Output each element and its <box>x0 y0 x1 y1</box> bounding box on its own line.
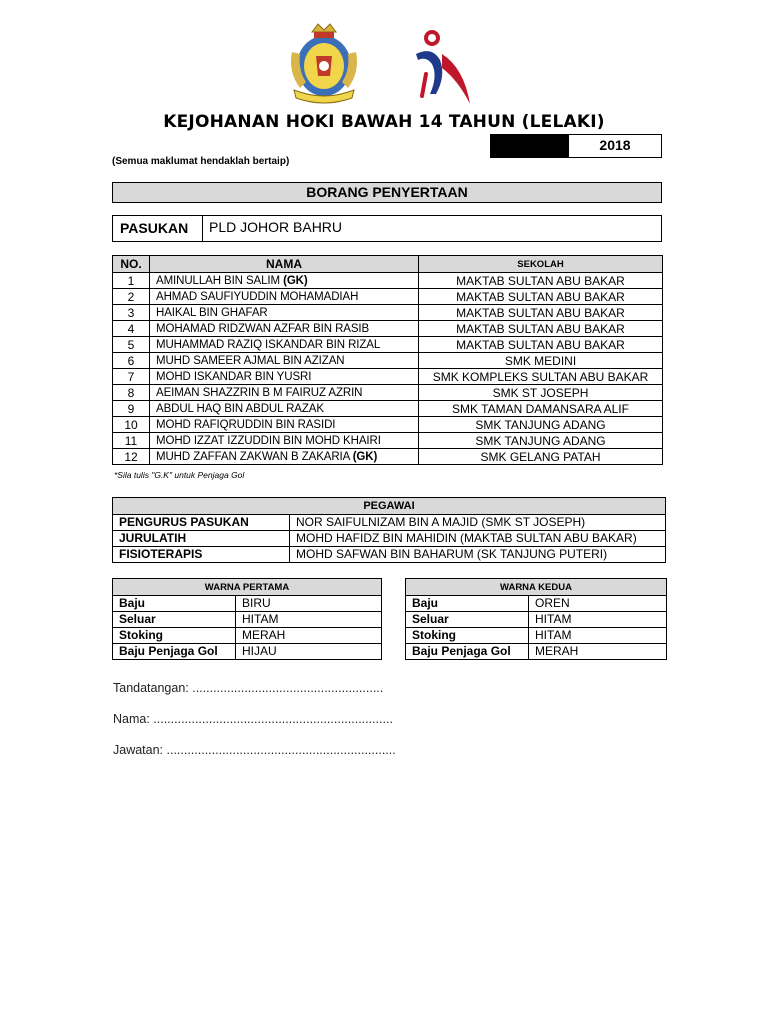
player-row <box>113 273 663 289</box>
goalkeeper-marker: (GK) <box>352 450 378 463</box>
player-name-cell <box>150 353 419 369</box>
official-row <box>113 515 666 531</box>
player-school: SMK MEDINI <box>419 353 663 369</box>
player-name: MUHD SAMEER AJMAL BIN AZIZAN <box>156 354 345 367</box>
player-name-cell <box>150 449 419 465</box>
player-school: SMK TANJUNG ADANG <box>419 417 663 433</box>
color-item: Seluar <box>406 612 529 628</box>
player-no: 11 <box>113 433 150 449</box>
position-line: Jawatan: .................................................................. <box>113 743 396 757</box>
player-name-cell <box>150 433 419 449</box>
player-name: MOHD RAFIQRUDDIN BIN RASIDI <box>156 418 336 431</box>
player-no: 1 <box>113 273 150 289</box>
player-no: 7 <box>113 369 150 385</box>
goalkeeper-footnote: *Sila tulis "G.K" untuk Penjaga Gol <box>114 470 245 480</box>
officials-title: PEGAWAI <box>113 498 666 515</box>
player-name-cell <box>150 417 419 433</box>
player-name: MOHD IZZAT IZZUDDIN BIN MOHD KHAIRI <box>156 434 381 447</box>
instruction-note: (Semua maklumat hendaklah bertaip) <box>112 156 290 167</box>
player-no: 2 <box>113 289 150 305</box>
color-row <box>113 628 382 644</box>
team-value: PLD JOHOR BAHRU <box>209 219 343 235</box>
color-item: Baju <box>113 596 236 612</box>
player-name-cell <box>150 289 419 305</box>
players-header-row <box>113 256 663 273</box>
year-box <box>490 134 662 158</box>
player-name-cell <box>150 273 419 289</box>
player-no: 8 <box>113 385 150 401</box>
player-name: MOHD ISKANDAR BIN YUSRI <box>156 370 312 383</box>
player-name: MUHD ZAFFAN ZAKWAN B ZAKARIA <box>156 450 350 463</box>
header-logos <box>0 20 768 110</box>
color-row <box>406 644 667 660</box>
players-table <box>112 255 663 465</box>
player-school: SMK TAMAN DAMANSARA ALIF <box>419 401 663 417</box>
player-no: 4 <box>113 321 150 337</box>
color-value: HITAM <box>529 628 667 644</box>
player-name: AMINULLAH BIN SALIM <box>156 274 280 287</box>
player-name-cell <box>150 321 419 337</box>
player-row <box>113 433 663 449</box>
player-row <box>113 305 663 321</box>
official-role: PENGURUS PASUKAN <box>113 515 290 531</box>
player-school: MAKTAB SULTAN ABU BAKAR <box>419 337 663 353</box>
color-value: HITAM <box>529 612 667 628</box>
player-school: MAKTAB SULTAN ABU BAKAR <box>419 305 663 321</box>
official-role: JURULATIH <box>113 531 290 547</box>
player-no: 5 <box>113 337 150 353</box>
player-row <box>113 385 663 401</box>
color-value: HITAM <box>236 612 382 628</box>
player-school: MAKTAB SULTAN ABU BAKAR <box>419 321 663 337</box>
player-school: SMK ST JOSEPH <box>419 385 663 401</box>
header-name: NAMA <box>150 256 419 273</box>
player-school: MAKTAB SULTAN ABU BAKAR <box>419 273 663 289</box>
player-row <box>113 449 663 465</box>
color-row <box>113 644 382 660</box>
player-name-cell <box>150 369 419 385</box>
color-value: MERAH <box>529 644 667 660</box>
official-name: MOHD HAFIDZ BIN MAHIDIN (MAKTAB SULTAN ABU BAKAR) <box>290 531 666 547</box>
official-name: MOHD SAFWAN BIN BAHARUM (SK TANJUNG PUTERI) <box>290 547 666 563</box>
player-school: MAKTAB SULTAN ABU BAKAR <box>419 289 663 305</box>
player-row <box>113 369 663 385</box>
color-row <box>406 628 667 644</box>
color-value: BIRU <box>236 596 382 612</box>
player-row <box>113 417 663 433</box>
player-row <box>113 289 663 305</box>
player-no: 9 <box>113 401 150 417</box>
team-label: PASUKAN <box>113 216 203 241</box>
player-name-cell <box>150 305 419 321</box>
official-row <box>113 531 666 547</box>
color-value: OREN <box>529 596 667 612</box>
player-row <box>113 337 663 353</box>
player-school: SMK GELANG PATAH <box>419 449 663 465</box>
color-value: HIJAU <box>236 644 382 660</box>
year-box-blackout <box>491 135 569 157</box>
player-no: 10 <box>113 417 150 433</box>
player-name-cell <box>150 401 419 417</box>
color-row <box>406 596 667 612</box>
color-item: Baju <box>406 596 529 612</box>
player-school: SMK KOMPLEKS SULTAN ABU BAKAR <box>419 369 663 385</box>
player-no: 6 <box>113 353 150 369</box>
player-school: SMK TANJUNG ADANG <box>419 433 663 449</box>
signature-line: Tandatangan: ....................................................... <box>113 681 384 695</box>
color-item: Seluar <box>113 612 236 628</box>
color-item: Baju Penjaga Gol <box>113 644 236 660</box>
player-name: AHMAD SAUFIYUDDIN MOHAMADIAH <box>156 290 359 303</box>
header-no: NO. <box>113 256 150 273</box>
color-item: Stoking <box>113 628 236 644</box>
goalkeeper-marker: (GK) <box>283 274 308 287</box>
officials-table <box>112 497 666 563</box>
player-name: AEIMAN SHAZZRIN B M FAIRUZ AZRIN <box>156 386 363 399</box>
color-row <box>406 612 667 628</box>
player-row <box>113 321 663 337</box>
color-row <box>113 612 382 628</box>
official-name: NOR SAIFULNIZAM BIN A MAJID (SMK ST JOSEPH) <box>290 515 666 531</box>
page-title: KEJOHANAN HOKI BAWAH 14 TAHUN (LELAKI) <box>163 112 605 132</box>
form-title: BORANG PENYERTAAN <box>112 182 662 203</box>
name-line: Nama: ..................................................................... <box>113 712 393 726</box>
team-row <box>112 215 662 242</box>
player-name-cell <box>150 337 419 353</box>
player-name: MOHAMAD RIDZWAN AZFAR BIN RASIB <box>156 322 370 335</box>
player-row <box>113 401 663 417</box>
color-item: Stoking <box>406 628 529 644</box>
player-name: ABDUL HAQ BIN ABDUL RAZAK <box>156 402 324 415</box>
johor-crest-icon <box>284 22 364 106</box>
player-no: 12 <box>113 449 150 465</box>
official-role: FISIOTERAPIS <box>113 547 290 563</box>
hockey-logo-icon <box>396 24 476 108</box>
header-school: SEKOLAH <box>419 256 663 273</box>
color-row <box>113 596 382 612</box>
second-colors-table <box>405 578 667 660</box>
official-row <box>113 547 666 563</box>
first-colors-table <box>112 578 382 660</box>
player-name: HAIKAL BIN GHAFAR <box>156 306 268 319</box>
player-no: 3 <box>113 305 150 321</box>
player-row <box>113 353 663 369</box>
color-value: MERAH <box>236 628 382 644</box>
year-value: 2018 <box>599 137 631 153</box>
color-item: Baju Penjaga Gol <box>406 644 529 660</box>
player-name-cell <box>150 385 419 401</box>
player-name: MUHAMMAD RAZIQ ISKANDAR BIN RIZAL <box>156 338 381 351</box>
first-colors-title: WARNA PERTAMA <box>113 579 382 596</box>
second-colors-title: WARNA KEDUA <box>406 579 667 596</box>
